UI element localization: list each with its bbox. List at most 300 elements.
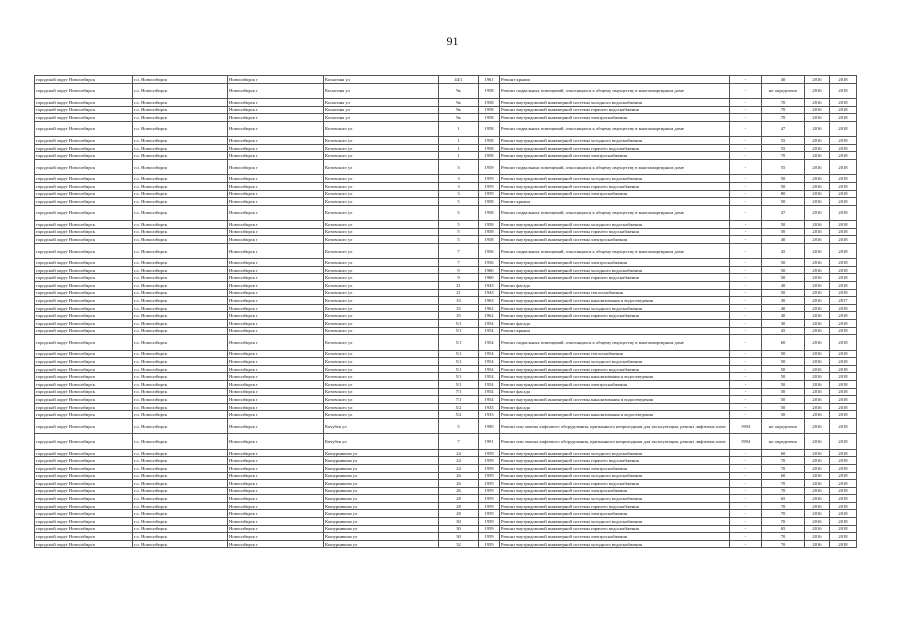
city-cell: Новосибирск г (228, 320, 324, 328)
wear-percent-cell: 80 (762, 190, 805, 198)
house-number-cell: 26 (439, 487, 479, 495)
settlement-cell: г.о. Новосибирск (133, 228, 228, 236)
end-year-cell: 2018 (830, 266, 857, 274)
start-year-cell: 2016 (805, 457, 830, 465)
city-cell: Новосибирск г (228, 487, 324, 495)
municipality-cell: городской округ Новосибирск (35, 205, 133, 220)
city-cell: Новосибирск г (228, 198, 324, 206)
city-cell: Новосибирск г (228, 83, 324, 98)
end-year-cell: 2018 (830, 335, 857, 350)
work-type-cell: Ремонт внутридомовой инженерной системы горячего водоснабжения (500, 182, 730, 190)
table-row (35, 320, 857, 328)
work-type-cell: Ремонт крыши (500, 76, 730, 84)
start-year-cell: 2016 (805, 320, 830, 328)
settlement-cell: г.о. Новосибирск (133, 434, 228, 449)
lift-year-cell: - (730, 464, 762, 472)
end-year-cell: 2018 (830, 403, 857, 411)
end-year-cell: 2018 (830, 320, 857, 328)
house-number-cell: 30 (439, 525, 479, 533)
settlement-cell: г.о. Новосибирск (133, 289, 228, 297)
wear-percent-cell: 40 (762, 236, 805, 244)
house-number-cell: 30 (439, 533, 479, 541)
city-cell: Новосибирск г (228, 525, 324, 533)
year-built-cell: 1954 (479, 396, 500, 404)
settlement-cell: г.о. Новосибирск (133, 457, 228, 465)
city-cell: Новосибирск г (228, 396, 324, 404)
start-year-cell: 2016 (805, 480, 830, 488)
year-built-cell: 1954 (479, 358, 500, 366)
table-row (35, 396, 857, 404)
wear-percent-cell: 50 (762, 396, 805, 404)
city-cell: Новосибирск г (228, 289, 324, 297)
start-year-cell: 2016 (805, 236, 830, 244)
city-cell: Новосибирск г (228, 457, 324, 465)
end-year-cell: 2018 (830, 518, 857, 526)
city-cell: Новосибирск г (228, 274, 324, 282)
lift-year-cell: - (730, 228, 762, 236)
table-row (35, 487, 857, 495)
settlement-cell: г.о. Новосибирск (133, 464, 228, 472)
street-cell: Кочубея ул (324, 434, 439, 449)
work-type-cell: Ремонт внутридомовой инженерной системы горячего водоснабжения (500, 365, 730, 373)
municipality-cell: городской округ Новосибирск (35, 327, 133, 335)
street-cell: Котовского ул (324, 320, 439, 328)
house-number-cell: 9к (439, 83, 479, 98)
house-number-cell: 5 (439, 228, 479, 236)
table-row (35, 403, 857, 411)
house-number-cell: 26 (439, 480, 479, 488)
year-built-cell: 1960 (479, 274, 500, 282)
start-year-cell: 2016 (805, 304, 830, 312)
settlement-cell: г.о. Новосибирск (133, 83, 228, 98)
municipality-cell: городской округ Новосибирск (35, 304, 133, 312)
end-year-cell: 2018 (830, 396, 857, 404)
city-cell: Новосибирск г (228, 533, 324, 541)
street-cell: Котовского ул (324, 289, 439, 297)
wear-percent-cell: 70 (762, 487, 805, 495)
end-year-cell: 2018 (830, 114, 857, 122)
work-type-cell: Ремонт фасада (500, 388, 730, 396)
city-cell: Новосибирск г (228, 205, 324, 220)
municipality-cell: городской округ Новосибирск (35, 434, 133, 449)
end-year-cell: 2018 (830, 487, 857, 495)
start-year-cell: 2016 (805, 472, 830, 480)
street-cell: Котовского ул (324, 152, 439, 160)
work-type-cell: Ремонт внутридомовой инженерной системы электроснабжения (500, 152, 730, 160)
house-number-cell: 9к (439, 114, 479, 122)
wear-percent-cell: 50 (762, 403, 805, 411)
municipality-cell: городской округ Новосибирск (35, 495, 133, 503)
start-year-cell: 2016 (805, 487, 830, 495)
table-row (35, 98, 857, 106)
lift-year-cell: - (730, 259, 762, 267)
municipality-cell: городской округ Новосибирск (35, 83, 133, 98)
street-cell: Кошурникова ул (324, 487, 439, 495)
lift-year-cell: - (730, 152, 762, 160)
table-row (35, 540, 857, 548)
settlement-cell: г.о. Новосибирск (133, 502, 228, 510)
lift-year-cell: - (730, 243, 762, 258)
wear-percent-cell: 50 (762, 259, 805, 267)
municipality-cell: городской округ Новосибирск (35, 464, 133, 472)
work-type-cell: Ремонт внутридомовой инженерной системы холодного водоснабжения (500, 540, 730, 548)
work-type-cell: Ремонт внутридомовой инженерной системы холодного водоснабжения (500, 266, 730, 274)
year-built-cell: 1958 (479, 83, 500, 98)
city-cell: Новосибирск г (228, 182, 324, 190)
municipality-cell: городской округ Новосибирск (35, 266, 133, 274)
start-year-cell: 2016 (805, 533, 830, 541)
end-year-cell: 2018 (830, 312, 857, 320)
wear-percent-cell: 45 (762, 327, 805, 335)
table-row (35, 182, 857, 190)
table-row (35, 228, 857, 236)
lift-year-cell: - (730, 396, 762, 404)
start-year-cell: 2016 (805, 335, 830, 350)
work-type-cell: Ремонт внутридомовой инженерной системы холодного водоснабжения (500, 449, 730, 457)
settlement-cell: г.о. Новосибирск (133, 144, 228, 152)
house-number-cell: 5/2 (439, 403, 479, 411)
lift-year-cell: - (730, 312, 762, 320)
start-year-cell: 2016 (805, 121, 830, 136)
start-year-cell: 2016 (805, 327, 830, 335)
wear-percent-cell: не определено (762, 418, 805, 433)
start-year-cell: 2016 (805, 411, 830, 419)
start-year-cell: 2016 (805, 396, 830, 404)
table-row (35, 518, 857, 526)
city-cell: Новосибирск г (228, 335, 324, 350)
table-row (35, 388, 857, 396)
table-row (35, 236, 857, 244)
street-cell: Котовского ул (324, 350, 439, 358)
city-cell: Новосибирск г (228, 540, 324, 548)
wear-percent-cell: 70 (762, 502, 805, 510)
municipality-cell: городской округ Новосибирск (35, 449, 133, 457)
year-built-cell: 1960 (479, 266, 500, 274)
house-number-cell: 5 (439, 236, 479, 244)
house-number-cell: 33 (439, 297, 479, 305)
end-year-cell: 2018 (830, 472, 857, 480)
year-built-cell: 1954 (479, 388, 500, 396)
municipality-cell: городской округ Новосибирск (35, 411, 133, 419)
municipality-cell: городской округ Новосибирск (35, 159, 133, 174)
lift-year-cell: - (730, 121, 762, 136)
settlement-cell: г.о. Новосибирск (133, 190, 228, 198)
wear-percent-cell: 50 (762, 365, 805, 373)
lift-year-cell: - (730, 289, 762, 297)
end-year-cell: 2018 (830, 221, 857, 229)
municipality-cell: городской округ Новосибирск (35, 396, 133, 404)
wear-percent-cell: 50 (762, 388, 805, 396)
city-cell: Новосибирск г (228, 464, 324, 472)
city-cell: Новосибирск г (228, 282, 324, 290)
table-row (35, 510, 857, 518)
house-number-cell: 7 (439, 434, 479, 449)
lift-year-cell: - (730, 198, 762, 206)
work-type-cell: Ремонт или замена лифтового оборудования, признанного непригодным для эксплуатации, ремонт лифтовых шахт (500, 434, 730, 449)
year-built-cell: 1943 (479, 289, 500, 297)
wear-percent-cell: 50 (762, 182, 805, 190)
end-year-cell: 2018 (830, 282, 857, 290)
settlement-cell: г.о. Новосибирск (133, 540, 228, 548)
start-year-cell: 2016 (805, 182, 830, 190)
table-row (35, 159, 857, 174)
settlement-cell: г.о. Новосибирск (133, 365, 228, 373)
year-built-cell: 1958 (479, 98, 500, 106)
table-row (35, 76, 857, 84)
street-cell: Кошурникова ул (324, 540, 439, 548)
street-cell: Котовского ул (324, 205, 439, 220)
house-number-cell: 24 (439, 464, 479, 472)
lift-year-cell: - (730, 266, 762, 274)
table-row (35, 411, 857, 419)
street-cell: Котовского ул (324, 358, 439, 366)
year-built-cell: 1959 (479, 525, 500, 533)
lift-year-cell: - (730, 358, 762, 366)
work-type-cell: Ремонт внутридомовой инженерной системы горячего водоснабжения (500, 228, 730, 236)
year-built-cell: 1959 (479, 182, 500, 190)
wear-percent-cell: 40 (762, 304, 805, 312)
year-built-cell: 1958 (479, 121, 500, 136)
municipality-cell: городской округ Новосибирск (35, 457, 133, 465)
street-cell: Кошурникова ул (324, 449, 439, 457)
municipality-cell: городской округ Новосибирск (35, 350, 133, 358)
municipality-cell: городской округ Новосибирск (35, 380, 133, 388)
start-year-cell: 2016 (805, 83, 830, 98)
house-number-cell: 5 (439, 205, 479, 220)
street-cell: Котовского ул (324, 297, 439, 305)
start-year-cell: 2016 (805, 190, 830, 198)
work-type-cell: Ремонт подвальных помещений, относящихся к общему имуществу в многоквартирном доме (500, 83, 730, 98)
end-year-cell: 2018 (830, 350, 857, 358)
lift-year-cell: - (730, 159, 762, 174)
wear-percent-cell: не определено (762, 434, 805, 449)
street-cell: Котовского ул (324, 144, 439, 152)
street-cell: Котовского ул (324, 266, 439, 274)
settlement-cell: г.о. Новосибирск (133, 449, 228, 457)
work-type-cell: Ремонт внутридомовой инженерной системы электроснабжения (500, 510, 730, 518)
wear-percent-cell: 70 (762, 540, 805, 548)
municipality-cell: городской округ Новосибирск (35, 365, 133, 373)
city-cell: Новосибирск г (228, 114, 324, 122)
settlement-cell: г.о. Новосибирск (133, 159, 228, 174)
municipality-cell: городской округ Новосибирск (35, 358, 133, 366)
house-number-cell: 7 (439, 243, 479, 258)
street-cell: Котовского ул (324, 365, 439, 373)
house-number-cell: 1 (439, 152, 479, 160)
table-row (35, 335, 857, 350)
work-type-cell: Ремонт внутридомовой инженерной системы горячего водоснабжения (500, 480, 730, 488)
settlement-cell: г.о. Новосибирск (133, 243, 228, 258)
house-number-cell: 1 (439, 121, 479, 136)
start-year-cell: 2016 (805, 228, 830, 236)
wear-percent-cell: 50 (762, 350, 805, 358)
settlement-cell: г.о. Новосибирск (133, 182, 228, 190)
city-cell: Новосибирск г (228, 365, 324, 373)
work-type-cell: Ремонт внутридомовой инженерной системы холодного водоснабжения (500, 472, 730, 480)
table-row (35, 472, 857, 480)
house-number-cell: 24 (439, 457, 479, 465)
lift-year-cell: - (730, 335, 762, 350)
year-built-cell: 1943 (479, 282, 500, 290)
year-built-cell: 1954 (479, 350, 500, 358)
house-number-cell: 44/1 (439, 76, 479, 84)
wear-percent-cell: 70 (762, 464, 805, 472)
page-number: 91 (446, 34, 459, 48)
work-type-cell: Ремонт внутридомовой инженерной системы горячего водоснабжения (500, 144, 730, 152)
street-cell: Кошурникова ул (324, 533, 439, 541)
settlement-cell: г.о. Новосибирск (133, 114, 228, 122)
year-built-cell: 1959 (479, 175, 500, 183)
work-type-cell: Ремонт внутридомовой инженерной системы горячего водоснабжения (500, 274, 730, 282)
start-year-cell: 2016 (805, 312, 830, 320)
municipality-cell: городской округ Новосибирск (35, 221, 133, 229)
year-built-cell: 1956 (479, 259, 500, 267)
table-row (35, 502, 857, 510)
start-year-cell: 2016 (805, 106, 830, 114)
street-cell: Котовского ул (324, 228, 439, 236)
work-type-cell: Ремонт внутридомовой инженерной системы холодного водоснабжения (500, 137, 730, 145)
table-row (35, 480, 857, 488)
table-row (35, 525, 857, 533)
lift-year-cell: - (730, 144, 762, 152)
work-type-cell: Ремонт внутридомовой инженерной системы холодного водоснабжения (500, 98, 730, 106)
wear-percent-cell: 70 (762, 457, 805, 465)
settlement-cell: г.о. Новосибирск (133, 480, 228, 488)
lift-year-cell: - (730, 540, 762, 548)
year-built-cell: 1954 (479, 365, 500, 373)
wear-percent-cell: 60 (762, 449, 805, 457)
year-built-cell: 1959 (479, 502, 500, 510)
end-year-cell: 2018 (830, 228, 857, 236)
street-cell: Котовского ул (324, 411, 439, 419)
end-year-cell: 2018 (830, 98, 857, 106)
settlement-cell: г.о. Новосибирск (133, 205, 228, 220)
house-number-cell: 7 (439, 259, 479, 267)
street-cell: Котовского ул (324, 274, 439, 282)
end-year-cell: 2018 (830, 152, 857, 160)
lift-year-cell: - (730, 480, 762, 488)
end-year-cell: 2018 (830, 464, 857, 472)
city-cell: Новосибирск г (228, 297, 324, 305)
end-year-cell: 2018 (830, 457, 857, 465)
end-year-cell: 2018 (830, 418, 857, 433)
municipality-cell: городской округ Новосибирск (35, 373, 133, 381)
end-year-cell: 2018 (830, 358, 857, 366)
street-cell: Котовского ул (324, 159, 439, 174)
work-type-cell: Ремонт фасада (500, 282, 730, 290)
settlement-cell: г.о. Новосибирск (133, 221, 228, 229)
lift-year-cell: - (730, 114, 762, 122)
year-built-cell: 1954 (479, 335, 500, 350)
wear-percent-cell: 70 (762, 480, 805, 488)
work-type-cell: Ремонт внутридомовой инженерной системы холодного водоснабжения (500, 304, 730, 312)
year-built-cell: 1958 (479, 221, 500, 229)
city-cell: Новосибирск г (228, 411, 324, 419)
start-year-cell: 2016 (805, 449, 830, 457)
lift-year-cell: - (730, 182, 762, 190)
street-cell: Котовского ул (324, 373, 439, 381)
wear-percent-cell: 50 (762, 274, 805, 282)
table-row (35, 106, 857, 114)
settlement-cell: г.о. Новосибирск (133, 495, 228, 503)
work-type-cell: Ремонт внутридомовой инженерной системы электроснабжения (500, 236, 730, 244)
end-year-cell: 2018 (830, 144, 857, 152)
start-year-cell: 2016 (805, 76, 830, 84)
wear-percent-cell: 30 (762, 297, 805, 305)
lift-year-cell: 1994 (730, 434, 762, 449)
lift-year-cell: - (730, 175, 762, 183)
house-number-cell: 7/1 (439, 388, 479, 396)
city-cell: Новосибирск г (228, 243, 324, 258)
settlement-cell: г.о. Новосибирск (133, 518, 228, 526)
city-cell: Новосибирск г (228, 502, 324, 510)
table-row (35, 495, 857, 503)
year-built-cell: 1959 (479, 472, 500, 480)
start-year-cell: 2016 (805, 282, 830, 290)
table-row (35, 434, 857, 449)
work-type-cell: Ремонт подвальных помещений, относящихся к общему имуществу в многоквартирном доме (500, 205, 730, 220)
street-cell: Котовского ул (324, 137, 439, 145)
end-year-cell: 2018 (830, 175, 857, 183)
municipality-cell: городской округ Новосибирск (35, 312, 133, 320)
lift-year-cell: - (730, 274, 762, 282)
table-row (35, 190, 857, 198)
table-row (35, 205, 857, 220)
settlement-cell: г.о. Новосибирск (133, 472, 228, 480)
start-year-cell: 2016 (805, 464, 830, 472)
work-type-cell: Ремонт внутридомовой инженерной системы электроснабжения (500, 487, 730, 495)
work-type-cell: Ремонт внутридомовой инженерной системы электроснабжения (500, 114, 730, 122)
end-year-cell: 2018 (830, 411, 857, 419)
year-built-cell: 1954 (479, 327, 500, 335)
year-built-cell: 1959 (479, 464, 500, 472)
wear-percent-cell: 70 (762, 510, 805, 518)
street-cell: Котовского ул (324, 121, 439, 136)
city-cell: Новосибирск г (228, 221, 324, 229)
start-year-cell: 2016 (805, 152, 830, 160)
year-built-cell: 1959 (479, 457, 500, 465)
start-year-cell: 2016 (805, 373, 830, 381)
municipality-cell: городской округ Новосибирск (35, 106, 133, 114)
table-row (35, 121, 857, 136)
city-cell: Новосибирск г (228, 434, 324, 449)
table-row (35, 266, 857, 274)
year-built-cell: 1963 (479, 297, 500, 305)
house-number-cell: 5/1 (439, 320, 479, 328)
municipality-cell: городской округ Новосибирск (35, 472, 133, 480)
year-built-cell: 1959 (479, 540, 500, 548)
year-built-cell: 1958 (479, 236, 500, 244)
settlement-cell: г.о. Новосибирск (133, 510, 228, 518)
street-cell: Котовского ул (324, 327, 439, 335)
wear-percent-cell: 50 (762, 221, 805, 229)
city-cell: Новосибирск г (228, 259, 324, 267)
end-year-cell: 2018 (830, 373, 857, 381)
table-row (35, 114, 857, 122)
house-number-cell: 28 (439, 502, 479, 510)
city-cell: Новосибирск г (228, 388, 324, 396)
year-built-cell: 1958 (479, 144, 500, 152)
year-built-cell: 1959 (479, 480, 500, 488)
city-cell: Новосибирск г (228, 495, 324, 503)
settlement-cell: г.о. Новосибирск (133, 418, 228, 433)
wear-percent-cell: 47 (762, 121, 805, 136)
end-year-cell: 2018 (830, 198, 857, 206)
wear-percent-cell: 65 (762, 495, 805, 503)
lift-year-cell: - (730, 403, 762, 411)
wear-percent-cell: 40 (762, 76, 805, 84)
house-number-cell: 5/1 (439, 373, 479, 381)
